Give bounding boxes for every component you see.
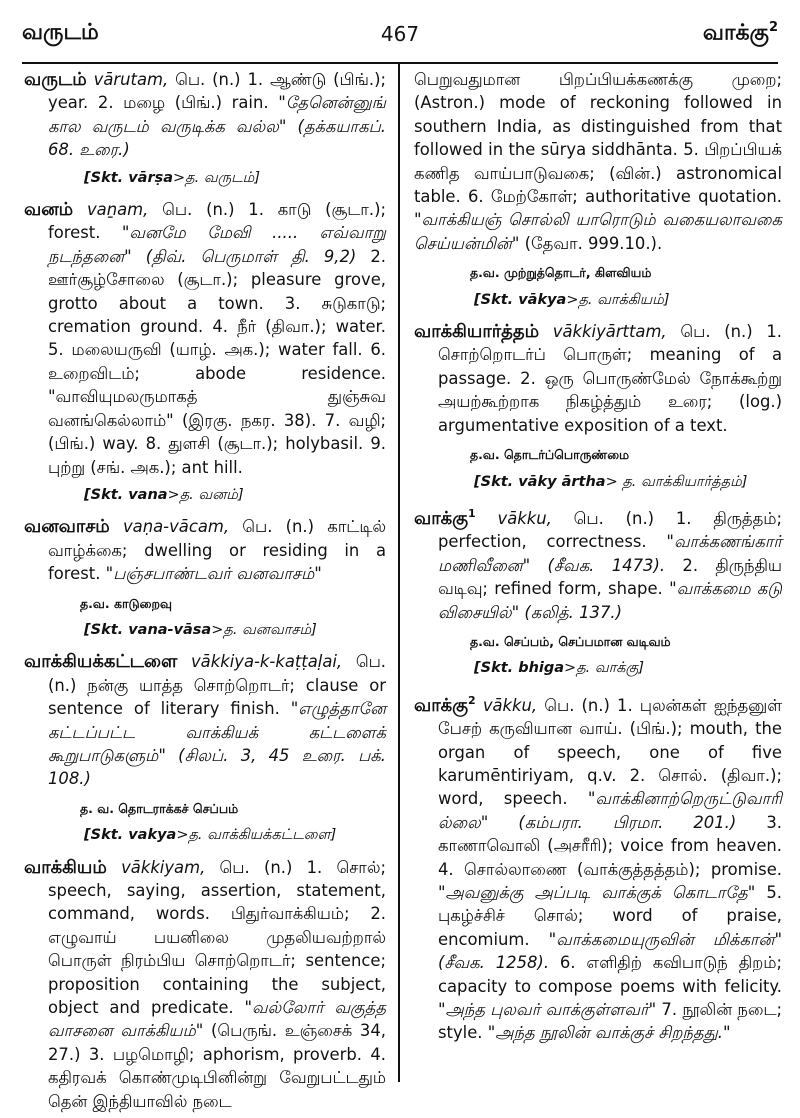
- etymology-target: >த. வருடம்]: [173, 169, 261, 186]
- entry-vakkiyam: [24, 856, 386, 1113]
- transliteration: vārutam,: [93, 70, 169, 89]
- etymology: [84, 484, 386, 507]
- tamil-equivalent: த.வ. முற்றுத்தொடர், கிளவியம்: [470, 265, 652, 281]
- quotation: "வாக்கியஞ் சொல்லி யாரொடும் வகையலாவகை செய்யன்மின்": [414, 210, 782, 253]
- transliteration: vākkiyam,: [121, 857, 206, 877]
- etymology-source: [Skt. vana-vāsa: [84, 621, 212, 638]
- transliteration: vaṉam,: [86, 200, 149, 220]
- headword: வனவாசம்: [24, 516, 110, 538]
- etymology-source: [Skt. vāky ārtha: [474, 473, 606, 490]
- definition: பெ. (n.) நன்கு யாத்த சொற்றொடர்; clause or sentence of literary finish.: [48, 652, 386, 719]
- right-column: [414, 68, 782, 1050]
- right-running-head: [703, 20, 778, 48]
- definition: பெ. (n.) காட்டில் வாழ்க்கை; dwelling or residing in a forest.: [48, 517, 386, 584]
- etymology-source: [Skt. vana: [84, 486, 168, 503]
- tamil-equivalent: த.வ. காடுறைவு: [80, 595, 172, 611]
- column-divider: [398, 62, 400, 1082]
- transliteration: vākku,: [482, 695, 538, 715]
- transliteration: vākku,: [497, 508, 552, 528]
- transliteration: vākkiya-k-kaṭṭaḷai,: [190, 652, 343, 672]
- definition: பெ. (n.) 1. சொற்றொடர்ப் பொருள்; meaning of a passage. 2. ஒரு பொருண்மேல் நோக்கூற்று அயற்கூற்றாக நிகழ்த்தும் உரை; (log.) argumentative exposition of a text.: [438, 322, 782, 435]
- definition-cont: 6. எளிதிற் கவிபாடுந் திறம்; capacity to compose poems with felicity.: [438, 953, 782, 996]
- quotation: "வல்லோர் வகுத்த வாசனை வாக்கியம்": [48, 998, 386, 1041]
- quotation: "வாக்கணங்கார் மணிவீனை" (சீவக. 1473).: [438, 532, 782, 575]
- entry-varutam: [24, 68, 386, 162]
- etymology: [84, 619, 386, 642]
- right-running-head-word: வாக்கு: [702, 20, 769, 46]
- entry-vakkiyarttam: [414, 320, 782, 437]
- definition-cont: 2. திருந்திய வடிவு; refined form, shape.: [438, 555, 782, 599]
- definition: பெறுவதுமான பிறப்பியக்கணக்கு முறை; (Astron.) mode of reckoning followed in southern India, as distinguished from that followed in the sūrya siddhānta. 5. பிறப்பியக் கணித வாய்பாடுவகை; (வின்.) astronomical table. 6. மேற்கோள்; authoritative quotation.: [414, 70, 782, 207]
- entry-vakku-2: [414, 689, 782, 1045]
- headword-text: வாக்கு: [414, 507, 469, 529]
- citation: (தேவா. 999.10.).: [519, 233, 663, 253]
- right-running-head-sup: 2: [768, 19, 778, 35]
- headword: வனம்: [24, 199, 74, 221]
- quotation: "வாக்கமை கடு விசையில்" (கலித். 137.): [438, 579, 782, 622]
- entry-vakku-1: [414, 502, 782, 624]
- etymology-source: [Skt. bhiga: [474, 660, 565, 677]
- definition: பெ. (n.) 1. புலன்கள் ஐந்தனுள் பேசற் கருவியான வாய். (பிங்.); mouth, the organ of speech, one of five karumēntiriyam, q.v. 2. சொல். (திவா.); word, speech.: [438, 695, 782, 809]
- headword: [414, 508, 476, 529]
- etymology-target: > த. வாக்கியார்த்தம்]: [605, 473, 748, 490]
- quotation: "வாக்கமையுருவின் மிக்கான்" (சீவக. 1258).: [438, 929, 782, 973]
- quotation: "பஞ்சபாண்டவர் வனவாசம்": [105, 564, 322, 584]
- etymology: [474, 471, 782, 494]
- entry-vanam: [24, 198, 386, 479]
- definition: பெ. (n.) 1. ஆண்டு (பிங்.); year. 2. மழை (பிங்.) rain.: [48, 70, 386, 113]
- tamil-equivalent: த. வ. தொடராக்கச் செப்பம்: [80, 800, 239, 816]
- left-column: [24, 68, 386, 1118]
- definition: பெ. (n.) 1. சொல்; speech, saying, assertion, statement, command, words. பிதுர்வாக்கியம்; 2. எழுவாய் பயனிலை முதலியவற்றால் பொருள் நிரம்பிய சொற்றொடர்; sentence; proposition containing the subject, object and predicate.: [48, 857, 386, 1018]
- transliteration: vaṇa-vācam,: [122, 517, 230, 537]
- etymology: [84, 824, 386, 847]
- etymology-target: >த. வாக்கியம்]: [566, 291, 670, 308]
- definition: பெ. (n.) 1. காடு (சூடா.); forest.: [48, 200, 386, 243]
- etymology-source: [Skt. vākya: [474, 291, 567, 308]
- etymology-source: [Skt. vakya: [84, 827, 177, 844]
- quotation: "வனமே மேவி ..... எவ்வாறு நடந்தனை" (திவ். பெருமாள் தி. 9,2): [48, 223, 386, 266]
- etymology: [474, 289, 782, 312]
- tamil-equivalent: த.வ. தொடர்ப்பொருண்மை: [470, 447, 630, 463]
- page-header: [22, 6, 778, 64]
- headword-text: வாக்கு: [414, 694, 469, 716]
- etymology: [474, 657, 782, 680]
- definition-cont: 2. ஊர்சூழ்சோலை (சூடா.); pleasure grove, grotto about a town. 3. சுடுகாடு; cremation ground. 4. நீர் (திவா.); water. 5. மலையருவி (யாழ். அக.); water fall. 6. உறைவிடம்; abode residence. "வாவியுமலருமாகத் துஞ்சுவ வனங்கெல்லாம்" (இரகு. நகர. 38). 7. வழி; (பிங்.) way. 8. துளசி (சூடா.); holybasil. 9. புற்று (சங். அக.); ant hill.: [48, 246, 386, 477]
- etymology: [84, 167, 386, 190]
- headword: வாக்கியார்த்தம்: [414, 321, 540, 343]
- definition-cont: 3. காணாவொலி (அசரீரி); voice from heaven. 4. சொல்லாணை (வாக்குத்தத்தம்); promise.: [438, 812, 782, 879]
- quotation: "அந்த புலவர் வாக்குள்ளவர்": [438, 1000, 657, 1020]
- entry-vakkiya-kattalai: [24, 650, 386, 790]
- definition: பெ. (n.) 1. திருத்தம்; perfection, correctness.: [438, 508, 782, 552]
- etymology-target: >த. வாக்கியக்கட்டளை]: [176, 827, 337, 844]
- etymology-target: >த. வனவாசம்]: [211, 621, 317, 638]
- headword: வருடம்: [24, 69, 87, 90]
- entry-vakkiyam-continued: [414, 68, 782, 255]
- tamil-equivalent: த.வ. செப்பம், செப்பமான வடிவம்: [470, 633, 671, 649]
- homograph-number: 1: [468, 506, 476, 520]
- transliteration: vākkiyārttam,: [552, 322, 667, 342]
- left-running-head: வருடம்: [22, 20, 99, 45]
- quotation: "அவனுக்கு அப்படி வாக்குக் கொடாதே": [438, 883, 756, 902]
- quotation: "எழுத்தானே கட்டப்பட்ட வாக்கியக் கட்டளைக் கூறுபாடுகளும்" (சிலப். 3, 45 உரை. பக். 108.): [48, 699, 386, 789]
- headword: [414, 695, 476, 716]
- etymology-target: >த. வனம்]: [167, 486, 244, 503]
- headword: வாக்கியக்கட்டளை: [24, 651, 178, 673]
- definition-cont: 5. புகழ்ச்சிச் சொல்; word of praise, encomium.: [438, 883, 782, 949]
- quotation: "தேனென்னுங் கால வருடம் வருடிக்க வல்ல" (தக்கயாகப். 68. உரை.): [48, 93, 386, 160]
- page-number: 467: [380, 22, 420, 46]
- quotation: "வாக்கினாற்றெருட்டுவாரி ல்லை" (கம்பரா. பிரமா. 201.): [438, 789, 782, 832]
- quotation: "அந்த நூலின் வாக்குச் சிறந்தது.": [487, 1023, 731, 1043]
- etymology-source: [Skt. vārṣa: [84, 169, 174, 186]
- homograph-number: 2: [468, 693, 476, 707]
- definition-cont: 7. நூலின் நடை; style.: [438, 1000, 782, 1043]
- headword: வாக்கியம்: [24, 856, 107, 878]
- entry-vanavasam: [24, 515, 386, 585]
- etymology-target: >த. வாக்கு]: [564, 660, 645, 677]
- definition-cont: (பெருங். உஞ்சைக் 34, 27.) 3. பழமொழி; aphorism, proverb. 4. கதிரவக் கொண்முடிபினின்று வேறுபட்டதும் தென் இந்தியாவில் நடை: [48, 1021, 386, 1111]
